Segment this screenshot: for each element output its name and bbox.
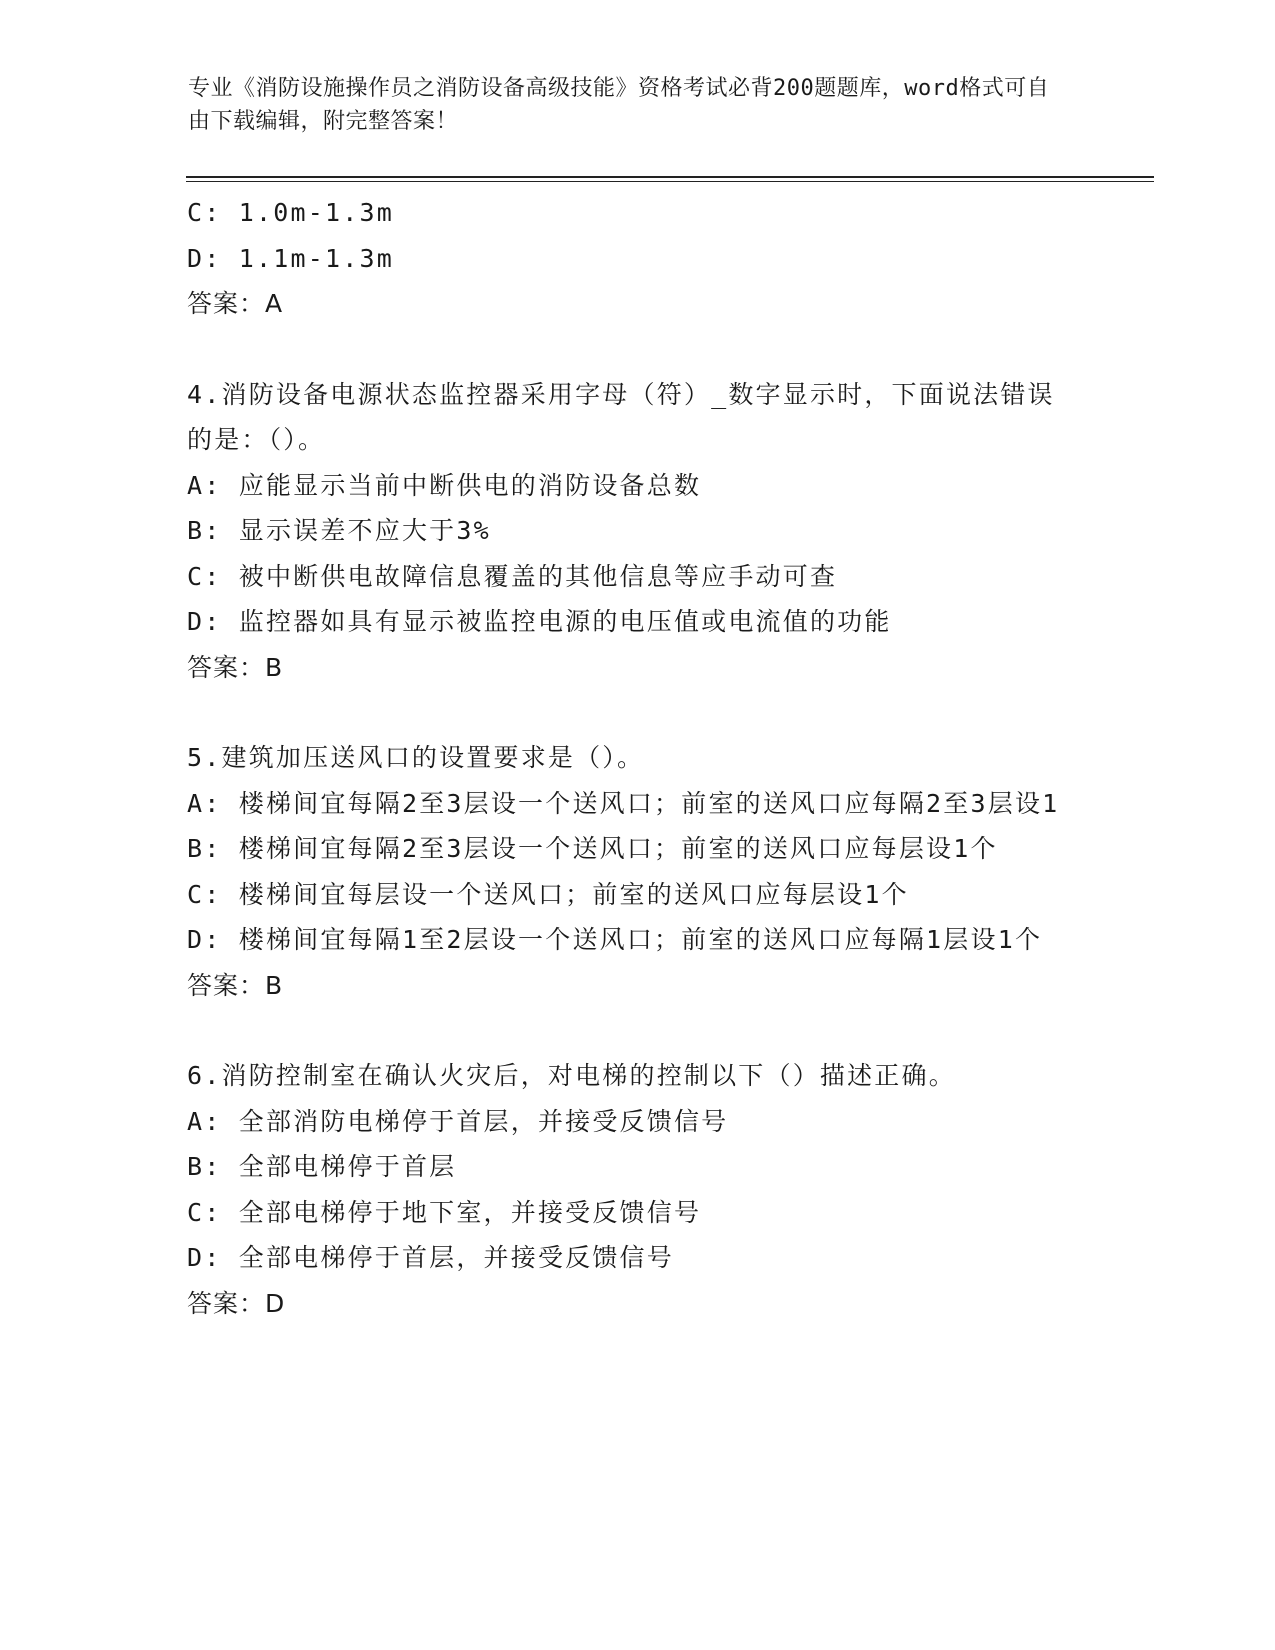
question-3-tail [187, 190, 1077, 327]
option-b: B: 显示误差不应大于3% [187, 516, 491, 545]
option-d: D: 1.1m-1.3m [187, 243, 395, 273]
option-d: D: 楼梯间宜每隔1至2层设一个送风口；前室的送风口应每隔1层设1个 [187, 925, 1043, 954]
option-a: A: 应能显示当前中断供电的消防设备总数 [187, 470, 702, 500]
option-c: C: 全部电梯停于地下室，并接受反馈信号 [187, 1197, 702, 1227]
header-divider-thin [186, 181, 1154, 182]
question-stem: 4.消防设备电源状态监控器采用字母（符）_数字显示时，下面说法错误的是：（）。 [187, 379, 1055, 454]
option-a: A: 楼梯间宜每隔2至3层设一个送风口；前室的送风口应每隔2至3层设1 [187, 788, 1060, 818]
option-c: C: 被中断供电故障信息覆盖的其他信息等应手动可查 [187, 561, 838, 591]
question-stem: 6.消防控制室在确认火灾后，对电梯的控制以下（）描述正确。 [187, 1061, 956, 1090]
header-divider-thick [186, 176, 1154, 178]
answer: 答案：B [187, 652, 284, 682]
option-d: D: 监控器如具有显示被监控电源的电压值或电流值的功能 [187, 607, 892, 636]
option-b: B: 楼梯间宜每隔2至3层设一个送风口；前室的送风口应每层设1个 [187, 834, 998, 863]
option-c: C: 1.0m-1.3m [187, 198, 395, 227]
question-4 [187, 372, 1077, 691]
page-header: 专业《消防设施操作员之消防设备高级技能》资格考试必背200题题库，word格式可自由下载编辑，附完整答案！ [188, 76, 1050, 134]
answer: 答案：A [187, 289, 284, 318]
question-stem: 5.建筑加压送风口的设置要求是（）。 [187, 743, 645, 772]
option-d: D: 全部电梯停于首层，并接受反馈信号 [187, 1243, 674, 1272]
option-a: A: 全部消防电梯停于首层，并接受反馈信号 [187, 1106, 729, 1136]
answer: 答案：D [187, 1288, 286, 1318]
answer: 答案：B [187, 970, 284, 1000]
document-body [187, 190, 1077, 1326]
question-5 [187, 735, 1077, 1008]
option-b: B: 全部电梯停于首层 [187, 1152, 457, 1181]
question-6 [187, 1053, 1077, 1326]
option-c: C: 楼梯间宜每层设一个送风口；前室的送风口应每层设1个 [187, 879, 909, 909]
